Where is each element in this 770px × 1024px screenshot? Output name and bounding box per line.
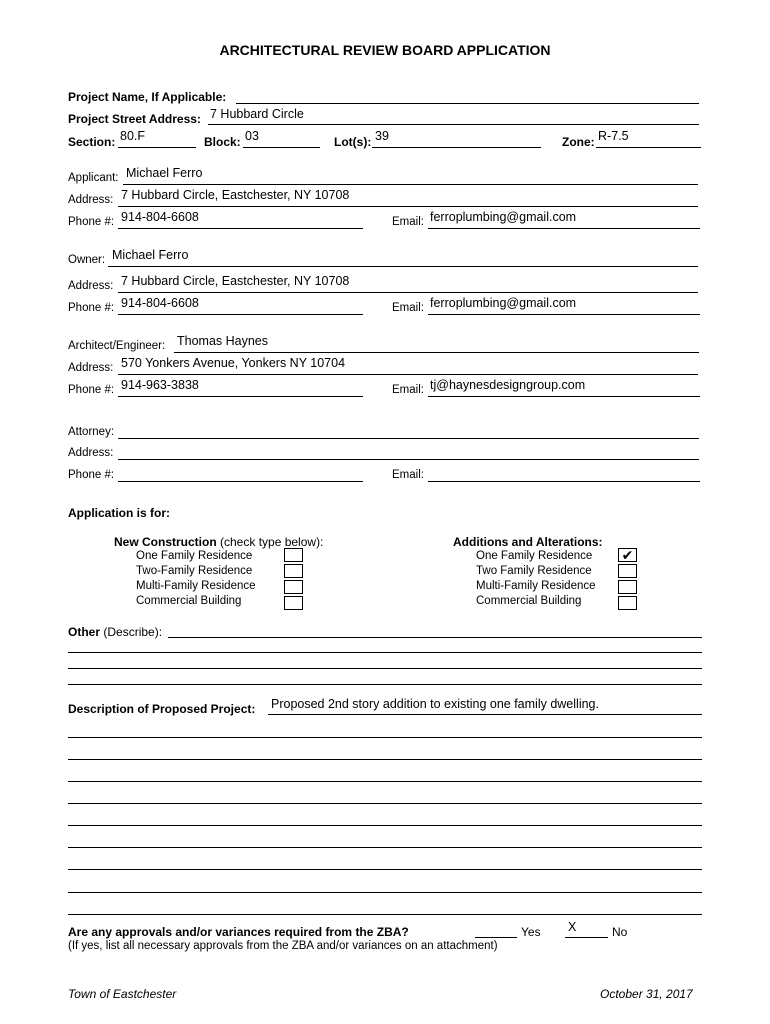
description-field-line-8[interactable] xyxy=(68,869,702,870)
section-value: 80.F xyxy=(120,129,146,143)
owner-name-value: Michael Ferro xyxy=(112,248,189,262)
aa-checkbox-two-family[interactable] xyxy=(618,564,637,578)
description-field-line-1[interactable] xyxy=(268,714,702,715)
project-street-label: Project Street Address: xyxy=(68,112,201,126)
zba-no-field[interactable] xyxy=(565,937,608,938)
aa-option-commercial: Commercial Building xyxy=(476,595,582,607)
nc-checkbox-multi-family[interactable] xyxy=(284,580,303,594)
lots-value: 39 xyxy=(375,129,389,143)
application-heading: Application is for: xyxy=(68,506,170,520)
architect-address-label: Address: xyxy=(68,362,114,374)
owner-address-value: 7 Hubbard Circle, Eastchester, NY 10708 xyxy=(121,274,350,288)
attorney-phone-label: Phone #: xyxy=(68,469,115,481)
description-field-line-9[interactable] xyxy=(68,892,702,893)
description-field-line-7[interactable] xyxy=(68,847,702,848)
section-label: Section: xyxy=(68,135,116,149)
architect-phone-label: Phone #: xyxy=(68,384,115,396)
zba-note: (If yes, list all necessary approvals from the ZBA and/or variances on an attachment) xyxy=(68,940,498,952)
check-mark-icon: ✔ xyxy=(621,547,634,563)
new-construction-note: (check type below): xyxy=(220,535,324,549)
aa-checkbox-multi-family[interactable] xyxy=(618,580,637,594)
aa-option-two-family: Two Family Residence xyxy=(476,565,592,577)
other-label xyxy=(68,625,162,639)
zba-no-mark: X xyxy=(568,920,577,934)
architect-email-field[interactable] xyxy=(428,396,700,397)
architect-address-field[interactable] xyxy=(118,374,698,375)
owner-name-field[interactable] xyxy=(108,266,698,267)
lots-field[interactable] xyxy=(372,147,541,148)
nc-checkbox-commercial[interactable] xyxy=(284,596,303,610)
section-field[interactable] xyxy=(118,147,196,148)
nc-checkbox-one-family[interactable] xyxy=(284,548,303,562)
attorney-email-field[interactable] xyxy=(428,481,700,482)
zba-yes-label: Yes xyxy=(521,925,541,939)
zba-yes-field[interactable] xyxy=(475,937,517,938)
description-field-line-5[interactable] xyxy=(68,803,702,804)
applicant-name-value: Michael Ferro xyxy=(126,166,203,180)
architect-name-field[interactable] xyxy=(174,352,699,353)
project-street-field[interactable] xyxy=(208,124,699,125)
aa-option-one-family: One Family Residence xyxy=(476,550,593,562)
aa-checkbox-commercial[interactable] xyxy=(618,596,637,610)
nc-option-one-family: One Family Residence xyxy=(136,550,253,562)
architect-email-value: tj@haynesdesigngroup.com xyxy=(430,378,586,392)
other-field-line-2[interactable] xyxy=(68,652,702,653)
attorney-phone-field[interactable] xyxy=(118,481,363,482)
owner-email-value: ferroplumbing@gmail.com xyxy=(430,296,577,310)
architect-email-label: Email: xyxy=(392,384,424,396)
applicant-phone-value: 914-804-6608 xyxy=(121,210,199,224)
architect-address-value: 570 Yonkers Avenue, Yonkers NY 10704 xyxy=(121,356,346,370)
description-field-line-6[interactable] xyxy=(68,825,702,826)
owner-address-label: Address: xyxy=(68,280,114,292)
nc-option-two-family: Two-Family Residence xyxy=(136,565,253,577)
applicant-label: Applicant: xyxy=(68,172,119,184)
description-label: Description of Proposed Project: xyxy=(68,702,256,716)
zone-label: Zone: xyxy=(562,135,595,149)
architect-phone-value: 914-963-3838 xyxy=(121,378,199,392)
description-field-line-4[interactable] xyxy=(68,781,702,782)
block-value: 03 xyxy=(245,129,259,143)
other-field-line-3[interactable] xyxy=(68,668,702,669)
owner-email-field[interactable] xyxy=(428,314,700,315)
footer-town: Town of Eastchester xyxy=(68,987,177,1001)
zba-question: Are any approvals and/or variances required from the ZBA? xyxy=(68,925,409,939)
project-name-label: Project Name, If Applicable: xyxy=(68,90,227,104)
aa-option-multi-family: Multi-Family Residence xyxy=(476,580,596,592)
applicant-email-field[interactable] xyxy=(428,228,700,229)
footer-date: October 31, 2017 xyxy=(600,987,693,1001)
owner-address-field[interactable] xyxy=(118,292,698,293)
owner-phone-value: 914-804-6608 xyxy=(121,296,199,310)
lots-label: Lot(s): xyxy=(334,135,372,149)
other-bold: Other xyxy=(68,625,101,639)
zone-field[interactable] xyxy=(596,147,701,148)
new-construction-heading xyxy=(114,535,323,549)
block-field[interactable] xyxy=(243,147,320,148)
additions-heading: Additions and Alterations: xyxy=(453,535,603,549)
other-field-line-1[interactable] xyxy=(168,637,702,638)
attorney-email-label: Email: xyxy=(392,469,424,481)
project-name-field[interactable] xyxy=(236,103,699,104)
architect-phone-field[interactable] xyxy=(118,396,363,397)
owner-phone-label: Phone #: xyxy=(68,302,115,314)
zone-value: R-7.5 xyxy=(598,129,629,143)
applicant-address-label: Address: xyxy=(68,194,114,206)
architect-name-value: Thomas Haynes xyxy=(177,334,269,348)
zba-no-label: No xyxy=(612,925,628,939)
attorney-address-field[interactable] xyxy=(118,459,699,460)
other-field-line-4[interactable] xyxy=(68,684,702,685)
new-construction-bold: New Construction xyxy=(114,535,217,549)
owner-email-label: Email: xyxy=(392,302,424,314)
other-note: (Describe): xyxy=(103,625,163,639)
applicant-address-field[interactable] xyxy=(118,206,698,207)
nc-option-multi-family: Multi-Family Residence xyxy=(136,580,256,592)
description-field-line-10[interactable] xyxy=(68,914,702,915)
owner-label: Owner: xyxy=(68,254,106,266)
applicant-address-value: 7 Hubbard Circle, Eastchester, NY 10708 xyxy=(121,188,350,202)
nc-checkbox-two-family[interactable] xyxy=(284,564,303,578)
description-field-line-2[interactable] xyxy=(68,737,702,738)
form-title: ARCHITECTURAL REVIEW BOARD APPLICATION xyxy=(219,42,551,58)
applicant-phone-label: Phone #: xyxy=(68,216,115,228)
attorney-label: Attorney: xyxy=(68,426,115,438)
applicant-name-field[interactable] xyxy=(123,184,698,185)
architect-label: Architect/Engineer: xyxy=(68,340,166,352)
owner-phone-field[interactable] xyxy=(118,314,363,315)
project-street-value: 7 Hubbard Circle xyxy=(210,107,304,121)
attorney-name-field[interactable] xyxy=(118,438,699,439)
applicant-phone-field[interactable] xyxy=(118,228,363,229)
applicant-email-value: ferroplumbing@gmail.com xyxy=(430,210,577,224)
description-value: Proposed 2nd story addition to existing one family dwelling. xyxy=(271,697,599,711)
attorney-address-label: Address: xyxy=(68,447,114,459)
description-field-line-3[interactable] xyxy=(68,759,702,760)
applicant-email-label: Email: xyxy=(392,216,424,228)
nc-option-commercial: Commercial Building xyxy=(136,595,242,607)
block-label: Block: xyxy=(204,135,241,149)
